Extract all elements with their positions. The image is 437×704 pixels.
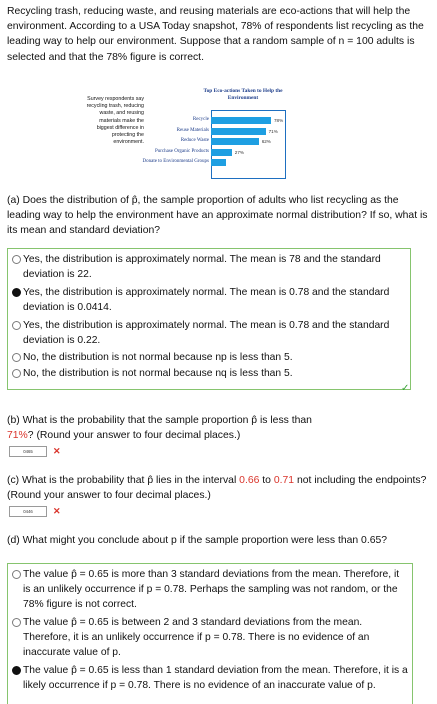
radio-button[interactable] — [12, 353, 21, 362]
bar-label-5: Donate to Environmental Groups — [142, 159, 209, 164]
eco-actions-figure — [86, 82, 286, 190]
part-c-low: 0.66 — [239, 475, 260, 486]
part-d-question: (d) What might you conclude about p if the sample proportion were less than 0.65? — [7, 535, 388, 546]
radio-button-selected[interactable] — [12, 666, 21, 675]
part-b-answer-input[interactable]: 0465 — [9, 446, 47, 457]
part-b-threshold: 71% — [7, 430, 28, 442]
incorrect-x-icon: ✕ — [53, 506, 61, 516]
bar-value-label-2: 71% — [268, 128, 278, 134]
bar-label-4: Purchase Organic Products — [154, 148, 209, 154]
radio-button[interactable] — [12, 570, 21, 579]
part-b-question: (b) What is the probability that the sample proportion p̂ is less than 71%? (Round your answer to four decimal places.) — [7, 415, 312, 442]
radio-button[interactable] — [12, 255, 21, 264]
part-c-question: (c) What is the probability that p̂ lies in the interval 0.66 to 0.71 not including the endpoints? (Round your answer to four decimal places.) — [7, 475, 427, 502]
bar-1 — [211, 117, 271, 124]
bar-3 — [211, 138, 259, 145]
bar-value-label-3: 62% — [261, 139, 271, 144]
bar-label-3: Reduce Waste — [180, 138, 209, 143]
part-d-options: The value p̂ = 0.65 is more than 3 standard deviations from the mean. Therefore, it is an unlikely occurrence if p = 0.78. Perhaps the sampling was not random, or the 78% figure is not correct. The value p̂ = 0.65 is between 2 and 3 standard deviations from the mean. Therefore, it is an unlikely occurrence if p = 0.78. There is no evidence of an inaccurate value of p. The value p̂ = 0.65 is less than 1 standard deviation from the mean. Therefore, it is a likely occurrence if p = 0.78. There is no evidence of an inaccurate value of p. — [7, 563, 413, 704]
part-a-question: (a) Does the distribution of p̂, the sample proportion of adults who list recycling as the leading way to help the environment have an approximate normal distribution? If so, what is its mean and standard deviation? — [7, 195, 428, 237]
bar-value-label-4: 27% — [234, 149, 244, 155]
radio-button[interactable] — [12, 321, 21, 330]
bar-label-1: Recycle — [192, 117, 209, 122]
bar-2 — [211, 128, 266, 135]
radio-button-selected[interactable] — [12, 288, 21, 297]
figure-left-caption: Survey respondents say recycling trash, reducing waste, and reusing materials make the biggest difference in protecting the environment. — [86, 96, 144, 146]
radio-button[interactable] — [12, 369, 21, 378]
part-a-options: Yes, the distribution is approximately normal. The mean is 78 and the standard deviation is 22. Yes, the distribution is approximately normal. The mean is 0.78 and the standard deviation is 0.0414. Yes, the distribution is approximately normal. The mean is 0.78 and the standard deviation is 0.22. No, the distribution is not normal because np is less than 5. No, the distribution is not normal because nq is less than 5. — [7, 248, 411, 390]
bar-value-label-1: 78% — [274, 118, 284, 123]
bar-label-2: Reuse Materials — [176, 127, 209, 133]
part-c-answer-input[interactable]: 0446 — [9, 506, 47, 517]
part-c-high: 0.71 — [273, 475, 295, 486]
bar-5 — [211, 159, 226, 166]
problem-intro: Recycling trash, reducing waste, and reusing materials are eco-actions that will help the environment. According to a USA Today snapshot, 78% of respondents list recycling as the leading way to help our environment. Suppose that a random sample of n = 100 adults is selected and that the 78% figure is correct. — [7, 6, 424, 63]
bar-4 — [211, 149, 232, 156]
radio-button[interactable] — [12, 618, 21, 627]
correct-check-icon: ✓ — [401, 383, 410, 394]
incorrect-x-icon: ✕ — [53, 446, 61, 456]
figure-title: Top Eco-actions Taken to Help the Environment — [203, 88, 283, 101]
